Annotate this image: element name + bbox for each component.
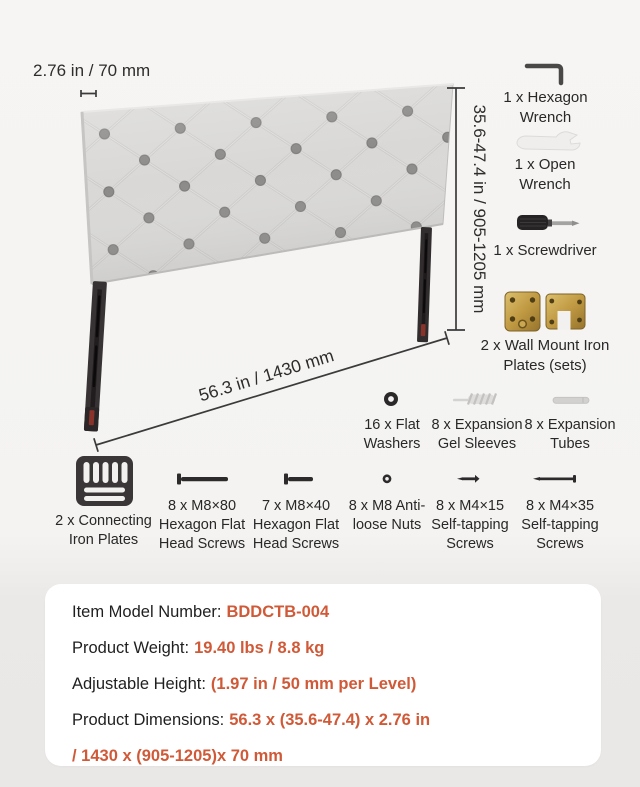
brand-logo-left-leg <box>89 410 95 425</box>
spec-label: Product Weight: <box>72 639 190 657</box>
m4x15-screws-label: 8 x M4×15 Self-tapping Screws <box>431 498 509 552</box>
connecting-iron-plate-icon <box>76 456 133 506</box>
flat-washer-icon <box>384 392 398 406</box>
hexagon-wrench-icon <box>527 66 561 83</box>
flat-washers-label: 16 x Flat Washers <box>363 417 421 452</box>
expansion-gel-sleeve-icon <box>453 394 496 405</box>
headboard-right-leg <box>417 227 432 342</box>
headboard-left-leg <box>84 281 107 432</box>
spec-value: 56.3 x (35.6-47.4) x 2.76 in <box>229 711 431 729</box>
connecting-iron-plates-label: 2 x Connecting Iron Plates <box>55 513 152 548</box>
height-dimension-label: 35.6-47.4 in / 905-1205 mm <box>470 104 489 314</box>
expansion-gel-sleeves-label: 8 x Expansion Gel Sleeves <box>431 417 523 452</box>
thickness-bracket <box>81 90 96 97</box>
spec-value: (1.97 in / 50 mm per Level) <box>210 675 417 693</box>
screwdriver-label: 1 x Screwdriver <box>493 242 597 259</box>
wall-mount-plates-icon <box>505 292 585 331</box>
spec-value: / 1430 x (905-1205)x 70 mm <box>72 747 283 765</box>
screwdriver-icon <box>517 215 580 230</box>
thickness-dimension-label: 2.76 in / 70 mm <box>33 61 151 80</box>
headboard-panel <box>82 84 453 284</box>
spec-row-model <box>72 602 577 623</box>
m8x80-screw-icon <box>177 474 228 485</box>
spec-value: BDDCTB-004 <box>226 603 330 621</box>
spec-row-adjustable-height <box>72 674 577 695</box>
expansion-tube-icon <box>553 397 589 403</box>
m8-nut-icon <box>383 474 392 483</box>
expansion-tubes-label: 8 x Expansion Tubes <box>524 417 616 452</box>
spec-value: 19.40 lbs / 8.8 kg <box>194 639 325 657</box>
spec-label: Item Model Number: <box>72 603 222 621</box>
m8x80-screws-label: 8 x M8×80 Hexagon Flat Head Screws <box>158 498 246 552</box>
m4x35-screws-label: 8 x M4×35 Self-tapping Screws <box>521 498 599 552</box>
spec-row-dimensions <box>72 710 577 731</box>
width-dimension-label: 56.3 in / 1430 mm <box>196 345 337 406</box>
brand-logo-right-leg <box>421 324 426 336</box>
m4x15-screw-icon <box>457 475 480 483</box>
wall-mount-plates-label: 2 x Wall Mount Iron Plates (sets) <box>480 337 610 374</box>
m8x40-screws-label: 7 x M8×40 Hexagon Flat Head Screws <box>252 498 340 552</box>
spec-row-weight <box>72 638 577 659</box>
spec-label: Adjustable Height: <box>72 675 206 693</box>
spec-card <box>45 584 601 766</box>
m4x35-screw-icon <box>533 475 576 483</box>
open-wrench-label: 1 x Open Wrench <box>514 156 576 193</box>
m8x40-screw-icon <box>284 474 313 485</box>
m8-nuts-label: 8 x M8 Anti-loose Nuts <box>348 498 426 533</box>
spec-label: Product Dimensions: <box>72 711 225 729</box>
open-wrench-icon <box>517 132 580 150</box>
spec-row-dimensions-mm <box>72 746 577 767</box>
hexagon-wrench-label: 1 x Hexagon Wrench <box>503 89 588 126</box>
